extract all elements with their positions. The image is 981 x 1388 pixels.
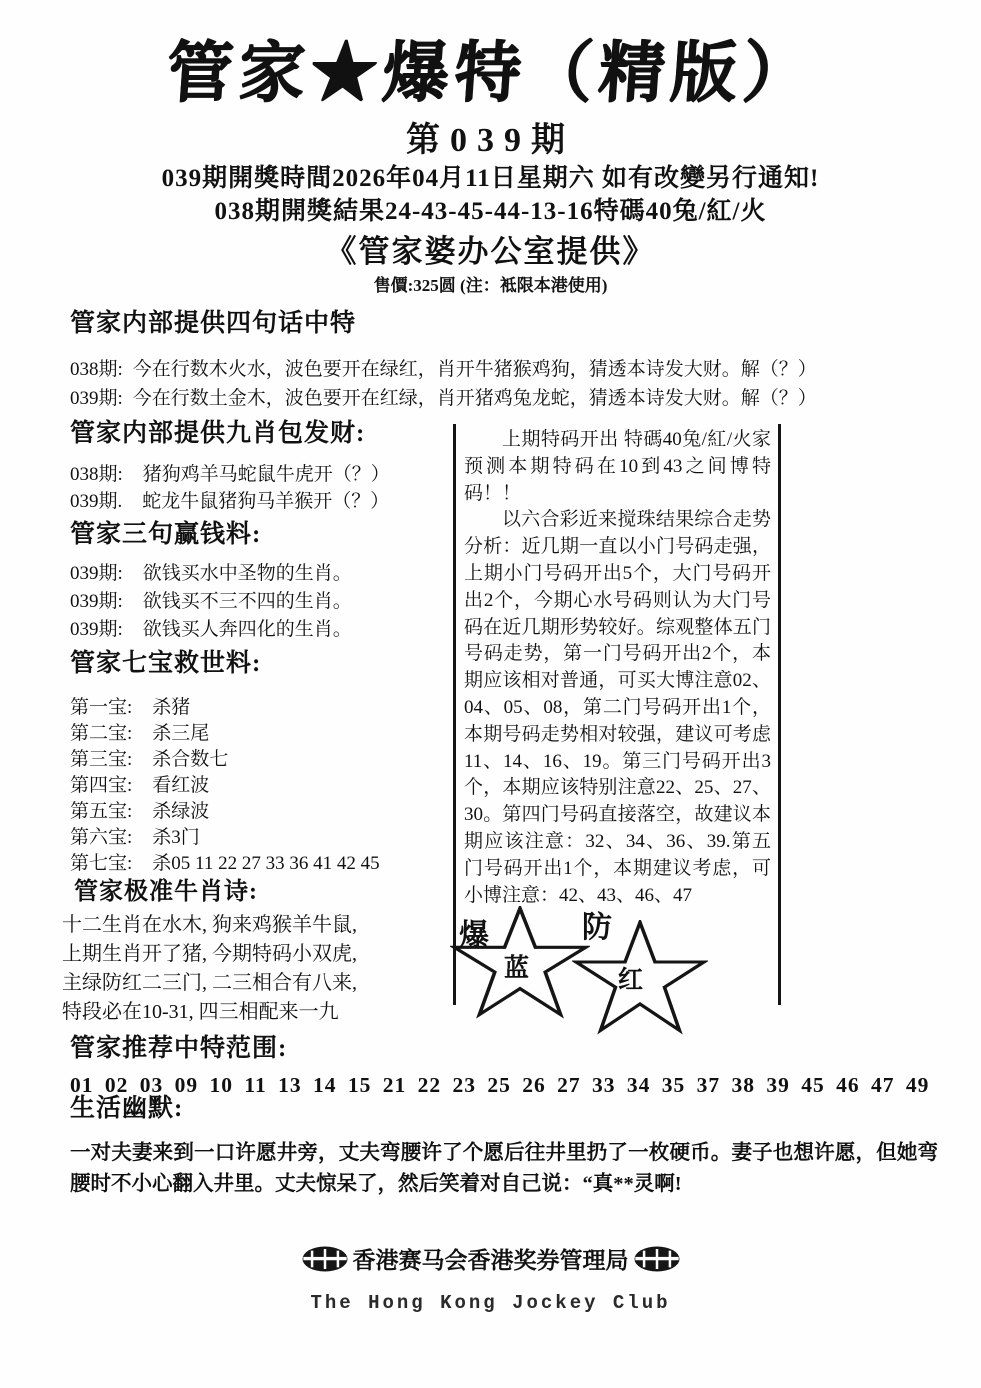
tip-row (70, 588, 460, 616)
treasure-text: 杀三尾 (152, 723, 210, 744)
tip-text: 猪狗鸡羊马蛇鼠牛虎开（？） (142, 464, 390, 485)
section-heading: 管家内部提供九肖包发财: (70, 420, 366, 447)
section-seven-treasures (70, 643, 460, 877)
analysis-paragraph-2: 以六合彩近来搅珠结果综合走势分析：近几期一直以小门号码走强，上期小门号码开出5个，大门号码开出2个，今期心水号码则认为大门号码在近几期形势较好。综观整体五门号码走势，第一门号码开出2个，本期应该相对普通，可买大博注意02、04、05、08，第二门号码开出1个，本期号码走势相对较强，建议可考虑11、14、16、19。第三门号码开出3个，本期应该特别注意22、25、27、30。第四门号码直接落空，故建议本期应该注意：32、34、36、39.第五门号码开出1个，本期建议考虑，可小博注意：42、43、46、47 (464, 509, 771, 906)
poem-line: 上期生肖开了猪, 今期特码小双虎, (62, 943, 357, 965)
footer-org-line (300, 1242, 682, 1275)
star-label-fang: 防 (582, 911, 612, 944)
treasure-row (70, 695, 460, 721)
treasure-row (70, 747, 460, 773)
period-label: 038期: (70, 359, 123, 380)
footer-english-text: The Hong Kong Jockey Club (310, 1291, 671, 1314)
treasure-text: 杀绿波 (152, 801, 210, 822)
poem-line: 特段必在10-31, 四三相配来一九 (62, 1001, 339, 1023)
draw-time-line: 039期開獎時間2026年04月11日星期六 如有改變另行通知! (161, 165, 820, 192)
price-line: 售價:325圆 (注：袛限本港使用) (373, 276, 608, 295)
treasure-row (70, 825, 460, 851)
section-heading: 管家推荐中特范围: (70, 1035, 288, 1062)
tip-row (70, 488, 460, 515)
treasure-label: 第四宝: (70, 775, 133, 796)
recommended-numbers: 01 02 03 09 10 11 13 14 15 21 22 23 25 26 27 33 34 35 37 38 39 45 46 47 49 (70, 1073, 930, 1097)
section-heading: 管家三句赢钱料: (70, 521, 262, 548)
hkjc-logo-icon (632, 1243, 682, 1275)
tip-row (70, 461, 460, 488)
treasure-label: 第五宝: (70, 801, 133, 822)
treasure-label: 第二宝: (70, 723, 133, 744)
treasure-row (70, 773, 460, 799)
section-humor (70, 1088, 938, 1200)
footer (0, 1242, 981, 1314)
period-label: 039期: (70, 563, 123, 584)
section-heading: 生活幽默: (70, 1095, 184, 1122)
section-zodiac-poem (62, 871, 462, 1027)
humor-text: 一对夫妻来到一口许愿井旁，丈夫弯腰许了个愿后往井里扔了一枚硬币。妻子也想许愿，但她弯腰时不小心翻入井里。丈夫惊呆了，然后笑着对自己说：“真**灵啊! (70, 1142, 938, 1195)
header (0, 28, 981, 298)
tip-text: 今在行数土金木，波色要开在红绿，肖开猪鸡兔龙蛇，猜透本诗发大财。解（？） (132, 388, 817, 409)
treasure-text: 看红波 (152, 775, 210, 796)
tip-text: 今在行数木火水，波色要开在绿红，肖开牛猪猴鸡狗，猜透本诗发大财。解（？） (132, 359, 817, 380)
star-label-lan: 蓝 (504, 955, 530, 982)
section-four-sentence (70, 303, 950, 413)
section-heading: 管家极准牛肖诗: (74, 879, 258, 905)
treasure-text: 杀3门 (152, 827, 200, 848)
page-title: 管家★爆特（精版） (163, 37, 818, 110)
treasure-row (70, 799, 460, 825)
star-label-bao: 爆 (459, 919, 489, 952)
provider-line: 《管家婆办公室提供》 (325, 234, 656, 269)
treasure-text: 杀合数七 (152, 749, 229, 770)
treasure-label: 第七宝: (70, 853, 133, 874)
hkjc-logo-icon (300, 1243, 350, 1275)
treasure-label: 第六宝: (70, 827, 133, 848)
tip-row (70, 616, 460, 644)
period-label: 038期: (70, 464, 123, 485)
section-heading: 管家七宝救世料: (70, 650, 262, 677)
treasure-row (70, 721, 460, 747)
period-label: 039期: (70, 591, 123, 612)
treasure-label: 第一宝: (70, 697, 133, 718)
poem-line: 十二生肖在水木, 狗来鸡猴羊牛鼠, (62, 914, 357, 936)
treasure-label: 第三宝: (70, 749, 133, 770)
footer-org-text: 香港赛马会香港奖券管理局 (352, 1248, 629, 1273)
period-label: 039期: (70, 619, 123, 640)
period-label: 039期: (70, 388, 123, 409)
tip-text: 欲钱买不三不四的生肖。 (142, 591, 352, 612)
tip-row (70, 560, 460, 588)
issue-number: 第039期 (406, 122, 575, 159)
treasure-text: 杀猪 (152, 697, 191, 718)
tip-text: 欲钱买水中圣物的生肖。 (142, 563, 352, 584)
section-three-sentence (70, 514, 460, 644)
section-heading: 管家内部提供四句话中特 (70, 310, 357, 337)
tip-text: 欲钱买人奔四化的生肖。 (142, 619, 352, 640)
last-result-line: 038期開獎結果24-43-45-44-13-16特碼40兔/紅/火 (214, 198, 767, 225)
star-label-hong: 红 (618, 967, 644, 994)
tip-row (70, 384, 950, 413)
poem-line: 主绿防红二三门, 二三相合有八来, (62, 972, 357, 994)
tip-row (70, 355, 950, 384)
analysis-paragraph-1: 上期特码开出 特碼40兔/紅/火家预测本期特码在10到43之间博特码！！ (464, 429, 771, 504)
section-nine-zodiac (70, 413, 460, 515)
tip-text: 蛇龙牛鼠猪狗马羊猴开（？） (142, 491, 390, 512)
period-label: 039期. (70, 491, 123, 512)
treasure-text: 杀05 11 22 27 33 36 41 42 45 (152, 853, 380, 874)
